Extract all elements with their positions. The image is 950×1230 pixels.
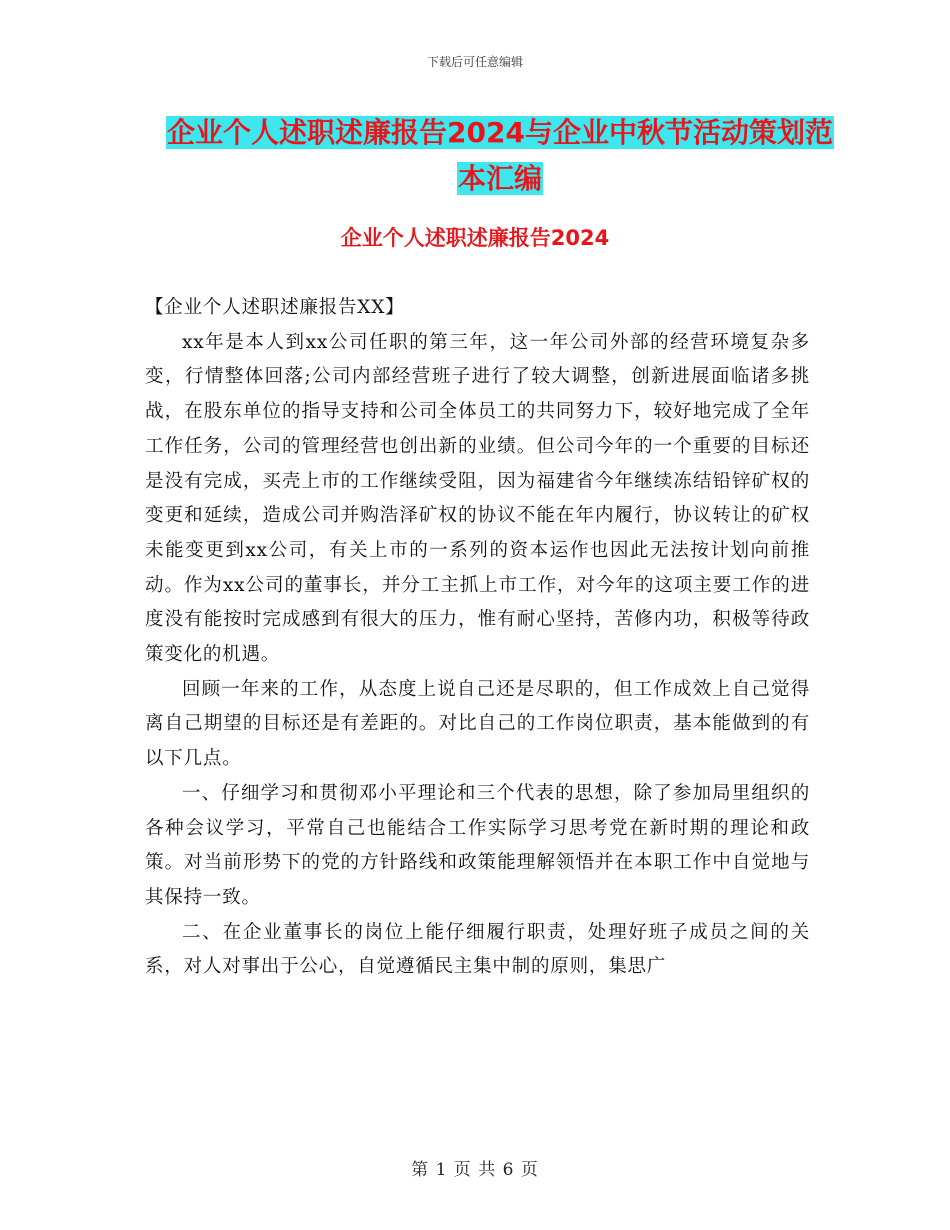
document-body (145, 291, 810, 985)
page-footer: 第 1 页 共 6 页 (411, 1160, 539, 1180)
header-note: 下载后可任意编辑 (426, 55, 523, 69)
document-title-line-1: 企业个人述职述廉报告2024与企业中秋节活动策划范 (167, 116, 833, 149)
document-title (130, 110, 870, 202)
paragraph: 回顾一年来的工作，从态度上说自己还是尽职的，但工作成效上自己觉得离自己期望的目标还是有差距的。对比自己的工作岗位职责，基本能做到的有以下几点。 (145, 678, 810, 770)
section-title: 企业个人述职述廉报告2024 (340, 226, 610, 250)
paragraph: 二、在企业董事长的岗位上能仔细履行职责，处理好班子成员之间的关系，对人对事出于公心，自觉遵循民主集中制的原则，集思广 (145, 921, 810, 978)
paragraph: xx年是本人到xx公司任职的第三年，这一年公司外部的经营环境复杂多变，行情整体回落;公司内部经营班子进行了较大调整，创新进展面临诸多挑战，在股东单位的指导支持和公司全体员工的共同努力下，较好地完成了全年工作任务，公司的管理经营也创出新的业绩。但公司今年的一个重要的目标还是没有完成，买壳上市的工作继续受阻，因为福建省今年继续冻结铅锌矿权的变更和延续，造成公司并购浩泽矿权的协议不能在年内履行，协议转让的矿权未能变更到xx公司，有关上市的一系列的资本运作也因此无法按计划向前推动。作为xx公司的董事长，并分工主抓上市工作，对今年的这项主要工作的进度没有能按时完成感到有很大的压力，惟有耐心坚持，苦修内功，积极等待政策变化的机遇。 (145, 331, 810, 666)
paragraph: 一、仔细学习和贯彻邓小平理论和三个代表的思想，除了参加局里组织的各种会议学习，平常自己也能结合工作实际学习思考党在新时期的理论和政策。对当前形势下的党的方针路线和政策能理解领悟并在本职工作中自觉地与其保持一致。 (145, 782, 810, 908)
paragraph-subtitle: 【企业个人述职述廉报告XX】 (145, 297, 405, 318)
document-title-line-2: 本汇编 (457, 162, 542, 195)
